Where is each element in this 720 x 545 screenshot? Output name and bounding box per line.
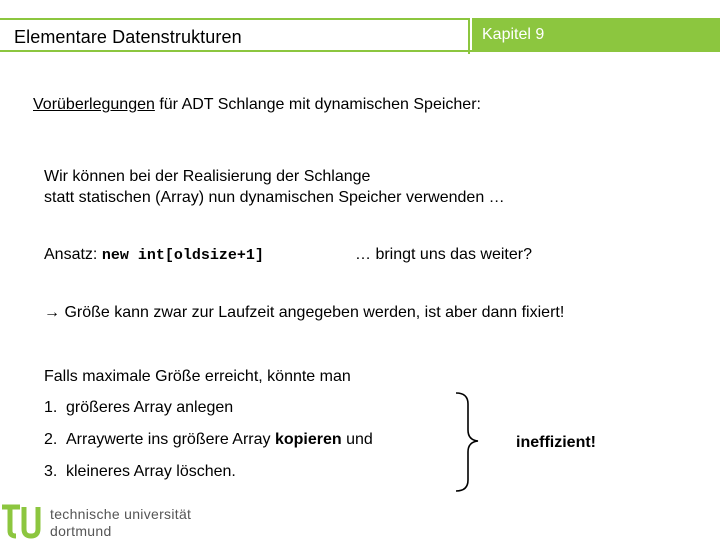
tu-logo-icon [0, 503, 46, 540]
list-text: größeres Array anlegen [66, 399, 234, 416]
subtitle-rest: für ADT Schlange mit dynamischen Speicher: [154, 96, 481, 113]
chapter-label: Kapitel 9 [482, 26, 545, 43]
chapter-badge [472, 18, 720, 52]
list-number: 2. [44, 431, 58, 448]
list-text: Arraywerte ins größere Array [66, 431, 275, 448]
text-line-2: statt statischen (Array) nun dynamischen Speicher verwenden … [44, 189, 505, 206]
subtitle-underlined: Vorüberlegungen [33, 96, 155, 113]
list-item [44, 399, 233, 417]
list-number: 1. [44, 399, 58, 416]
list-item [44, 431, 373, 449]
list-text-after: und [341, 431, 373, 448]
arrow-line: → Größe kann zwar zur Laufzeit angegeben werden, ist aber dann fixiert! [44, 304, 565, 321]
list-text-bold: kopieren [274, 431, 342, 448]
text-line-1: Wir können bei der Realisierung der Schlange [44, 168, 371, 185]
ansatz-line [44, 246, 264, 264]
curly-brace-icon [450, 390, 490, 494]
ansatz-code: new int[oldsize+1] [101, 247, 264, 264]
slide-subtitle [33, 96, 481, 114]
list-text: kleineres Array löschen. [66, 463, 236, 480]
page-title: Elementare Datenstrukturen [14, 27, 242, 47]
list-number: 3. [44, 463, 58, 480]
ansatz-question: … bringt uns das weiter? [355, 246, 532, 263]
logo-line-2: dortmund [50, 523, 112, 539]
conclusion-text: ineffizient! [516, 434, 596, 451]
tu-logo [0, 503, 200, 540]
ansatz-label: Ansatz: [44, 246, 102, 263]
falls-line: Falls maximale Größe erreicht, könnte man [44, 368, 351, 385]
list-item [44, 463, 236, 481]
logo-line-1: technische universität [50, 506, 192, 522]
